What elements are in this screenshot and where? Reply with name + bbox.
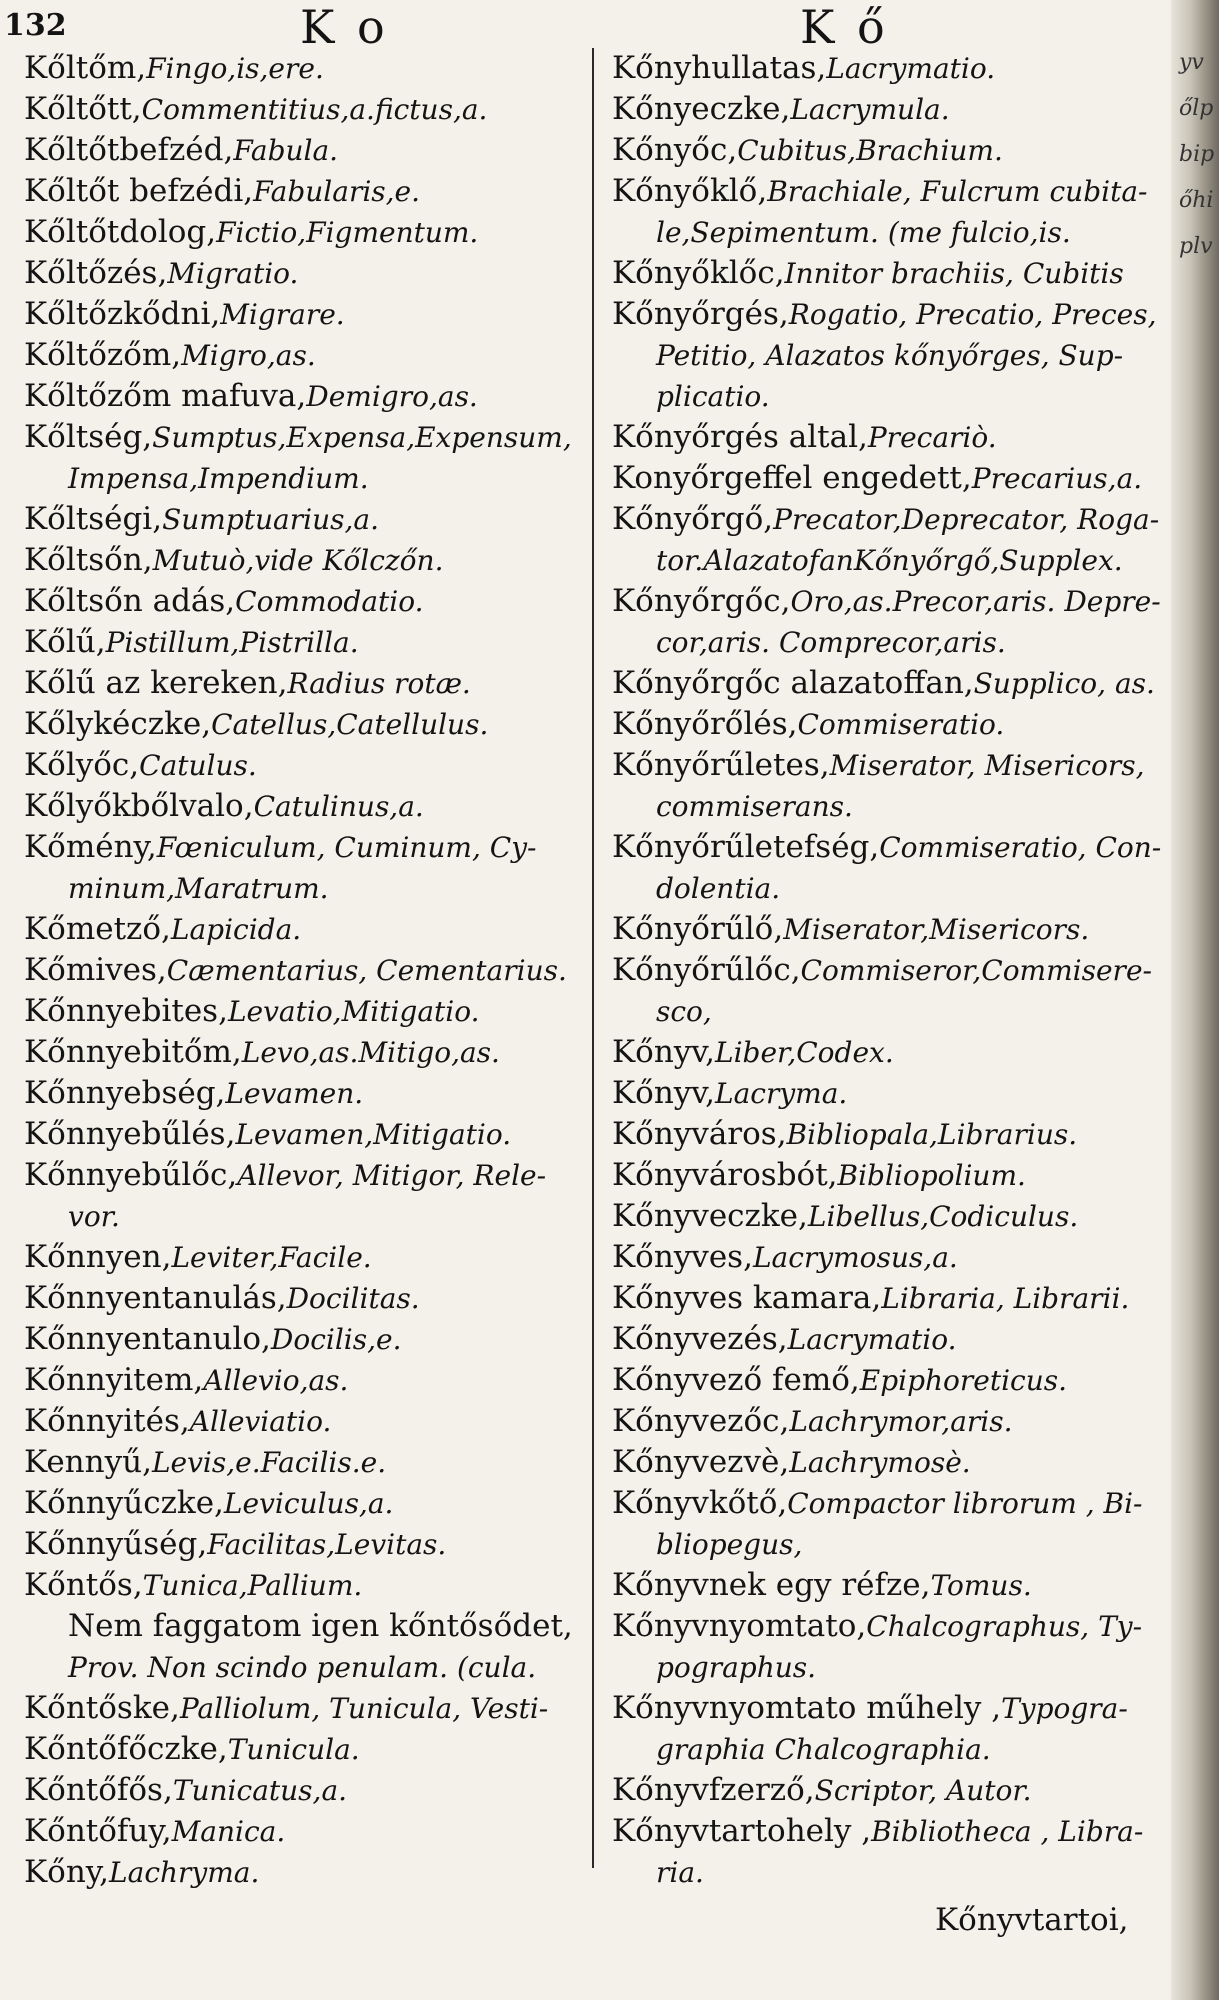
- dictionary-entry: [612, 376, 1172, 417]
- entry-headword: Kőltőm,: [24, 50, 147, 86]
- entry-headword: Kőnyves,: [612, 1239, 753, 1275]
- dictionary-entry: [24, 171, 599, 212]
- entry-headword: Kőnyőrgés,: [612, 296, 789, 332]
- entry-latin-gloss: Liber,Codex.: [715, 1036, 894, 1069]
- entry-latin-gloss: Sumptus,Expensa,Expensum,: [152, 421, 572, 454]
- dictionary-entry: [24, 1155, 599, 1196]
- dictionary-entry: [612, 786, 1172, 827]
- dictionary-entry: [612, 1237, 1172, 1278]
- dictionary-entry: [24, 581, 599, 622]
- entry-latin-gloss: bliopegus,: [656, 1528, 803, 1561]
- entry-headword: Kőlyőkbőlvalo,: [24, 788, 254, 824]
- entry-headword: Kőnyőrgő,: [612, 501, 774, 537]
- entry-latin-gloss: sco,: [656, 995, 712, 1028]
- entry-latin-gloss: Manica.: [171, 1815, 286, 1848]
- entry-headword: Kőnyv,: [612, 1034, 715, 1070]
- entry-latin-gloss: Commiseror,Commisere-: [800, 954, 1152, 987]
- dictionary-entry: [612, 581, 1172, 622]
- entry-latin-gloss: Cubitus,Brachium.: [737, 134, 1003, 167]
- right-column: [612, 48, 1172, 1893]
- entry-latin-gloss: Lachrymor,aris.: [789, 1405, 1013, 1438]
- entry-headword: Kőltsőn,: [24, 542, 153, 578]
- entry-latin-gloss: Prov. Non scindo penulam. (cula.: [68, 1651, 537, 1684]
- dictionary-entry: [612, 1114, 1172, 1155]
- dictionary-entry: [24, 622, 599, 663]
- dictionary-entry: [612, 1852, 1172, 1893]
- dictionary-entry: [24, 991, 599, 1032]
- dictionary-entry: [24, 499, 599, 540]
- dictionary-entry: [24, 1852, 599, 1893]
- dictionary-entry: [24, 1688, 599, 1729]
- dictionary-entry: [612, 1524, 1172, 1565]
- dictionary-entry: [612, 950, 1172, 991]
- entry-headword: Kőnnyebség,: [24, 1075, 226, 1111]
- entry-headword: Kőnnyen,: [24, 1239, 172, 1275]
- entry-latin-gloss: Docilitas.: [286, 1282, 420, 1315]
- dictionary-entry: [24, 1524, 599, 1565]
- entry-headword: Kőnyőklőc,: [612, 255, 785, 291]
- entry-latin-gloss: Tunica,Pallium.: [142, 1569, 363, 1602]
- dictionary-entry: [612, 1770, 1172, 1811]
- dictionary-entry: [24, 950, 599, 991]
- entry-headword: Kőnyvezés,: [612, 1321, 788, 1357]
- entry-latin-gloss: Tunicatus,a.: [172, 1774, 348, 1807]
- entry-headword: Kőnyves kamara,: [612, 1280, 882, 1316]
- entry-headword: Kőlyőc,: [24, 747, 140, 783]
- entry-latin-gloss: Tomus.: [930, 1569, 1032, 1602]
- entry-latin-gloss: cor,aris. Comprecor,aris.: [656, 626, 1006, 659]
- entry-headword: Kőnyhullatas,: [612, 50, 827, 86]
- entry-headword: Kőnyvnek egy réfze,: [612, 1567, 931, 1603]
- dictionary-entry: [24, 663, 599, 704]
- dictionary-entry: [612, 1319, 1172, 1360]
- entry-headword: Kőnyvezőc,: [612, 1403, 790, 1439]
- entry-headword: Kőnyvárosbót,: [612, 1157, 838, 1193]
- entry-headword: Kőltőzkődni,: [24, 296, 221, 332]
- entry-headword: Kőnyőrűlőc,: [612, 952, 801, 988]
- entry-latin-gloss: Typogra-: [1001, 1692, 1128, 1725]
- entry-headword: Kőltőt befzédi,: [24, 173, 254, 209]
- entry-latin-gloss: le,Sepimentum. (me fulcio,is.: [656, 216, 1071, 249]
- entry-headword: Kőltőzőm mafuva,: [24, 378, 307, 414]
- catchword: Kőnyvtartoi,: [935, 1902, 1129, 1938]
- entry-latin-gloss: Levo,as.Mitigo,as.: [241, 1036, 500, 1069]
- entry-headword: Kőnyvnyomtato műhely ,: [612, 1690, 1002, 1726]
- dictionary-entry: [612, 1073, 1172, 1114]
- entry-latin-gloss: Commiseratio.: [797, 708, 1005, 741]
- entry-latin-gloss: Fabularis,e.: [253, 175, 421, 208]
- entry-headword: Kennyű,: [24, 1444, 152, 1480]
- entry-latin-gloss: Pistillum,Pistrilla.: [105, 626, 359, 659]
- dictionary-entry: [612, 48, 1172, 89]
- dictionary-entry: [24, 1729, 599, 1770]
- entry-latin-gloss: Migrare.: [220, 298, 345, 331]
- entry-headword: Kőltsőn adás,: [24, 583, 236, 619]
- entry-latin-gloss: Demigro,as.: [306, 380, 478, 413]
- dictionary-entry: [24, 909, 599, 950]
- dictionary-entry: [24, 376, 599, 417]
- page-header: [0, 0, 1170, 54]
- entry-headword: Kőnyv,: [612, 1075, 715, 1111]
- dictionary-entry: [612, 704, 1172, 745]
- dictionary-entry: [24, 1196, 599, 1237]
- page-edge: [1171, 0, 1219, 2000]
- dictionary-entry: [612, 1606, 1172, 1647]
- entry-latin-gloss: pographus.: [656, 1651, 817, 1684]
- dictionary-entry: [612, 417, 1172, 458]
- entry-latin-gloss: Oro,as.Precor,aris. Depre-: [790, 585, 1161, 618]
- dictionary-entry: [612, 458, 1172, 499]
- entry-latin-gloss: Rogatio, Precatio, Preces,: [788, 298, 1157, 331]
- entry-latin-gloss: Catellus,Catellulus.: [211, 708, 489, 741]
- entry-latin-gloss: Precator,Deprecator, Roga-: [773, 503, 1160, 536]
- dictionary-entry: [24, 540, 599, 581]
- dictionary-entry: [24, 1811, 599, 1852]
- entry-latin-gloss: Commodatio.: [235, 585, 424, 618]
- entry-latin-gloss: Commentitius,a.fictus,a.: [141, 93, 488, 126]
- entry-headword: Nem faggatom igen kőntősődet,: [68, 1608, 573, 1644]
- dictionary-entry: [612, 909, 1172, 950]
- entry-latin-gloss: Levis,e.Facilis.e.: [151, 1446, 387, 1479]
- entry-latin-gloss: dolentia.: [656, 872, 781, 905]
- entry-latin-gloss: Palliolum, Tunicula, Vesti-: [179, 1692, 549, 1725]
- entry-headword: Kőlű az kereken,: [24, 665, 288, 701]
- dictionary-entry: [24, 89, 599, 130]
- dictionary-entry: [24, 1114, 599, 1155]
- dictionary-entry: [24, 786, 599, 827]
- entry-latin-gloss: Supplico, as.: [973, 667, 1155, 700]
- entry-headword: Kőnnyűség,: [24, 1526, 208, 1562]
- dictionary-entry: [24, 1319, 599, 1360]
- entry-latin-gloss: Lacryma.: [715, 1077, 848, 1110]
- dictionary-entry: [612, 1196, 1172, 1237]
- entry-headword: Kőmény,: [24, 829, 157, 865]
- dictionary-entry: [612, 1401, 1172, 1442]
- dictionary-entry: [612, 827, 1172, 868]
- entry-latin-gloss: Mutuò,vide Kőlczőn.: [152, 544, 444, 577]
- dictionary-entry: [612, 1811, 1172, 1852]
- dictionary-entry: [612, 1442, 1172, 1483]
- entry-latin-gloss: Levatio,Mitigatio.: [227, 995, 480, 1028]
- entry-headword: Kőnyőc,: [612, 132, 738, 168]
- left-running-head: K o: [300, 0, 389, 54]
- entry-headword: Kőlű,: [24, 624, 106, 660]
- dictionary-entry: [612, 1032, 1172, 1073]
- entry-latin-gloss: Leviculus,a.: [223, 1487, 394, 1520]
- entry-headword: Kőnyőrűletes,: [612, 747, 830, 783]
- entry-latin-gloss: Sumptuarius,a.: [162, 503, 379, 536]
- entry-headword: Kőnyőrgőc alazatoffan,: [612, 665, 974, 701]
- entry-latin-gloss: minum,Maratrum.: [68, 872, 329, 905]
- dictionary-entry: [24, 253, 599, 294]
- dictionary-entry: [24, 827, 599, 868]
- dictionary-entry: [24, 1483, 599, 1524]
- entry-headword: Kőmetző,: [24, 911, 171, 947]
- page-edge-letters: yvőlpbipőhiplv: [1179, 50, 1215, 259]
- entry-headword: Kőltőtdolog,: [24, 214, 217, 250]
- entry-latin-gloss: Brachiale, Fulcrum cubita-: [767, 175, 1148, 208]
- entry-headword: Kőnyeczke,: [612, 91, 791, 127]
- entry-headword: Konyőrgeffel engedett,: [612, 460, 972, 496]
- dictionary-entry: [612, 663, 1172, 704]
- entry-latin-gloss: Allevor, Mitigor, Rele-: [237, 1159, 547, 1192]
- entry-latin-gloss: Miserator,Misericors.: [783, 913, 1090, 946]
- dictionary-entry: [24, 1442, 599, 1483]
- entry-latin-gloss: Precariò.: [867, 421, 997, 454]
- dictionary-entry: [24, 1032, 599, 1073]
- column-divider: [592, 48, 594, 1868]
- entry-headword: Kőnyvezvè,: [612, 1444, 790, 1480]
- dictionary-entry: [612, 1278, 1172, 1319]
- entry-latin-gloss: Cæmentarius, Cementarius.: [166, 954, 567, 987]
- dictionary-entry: [612, 622, 1172, 663]
- dictionary-entry: [24, 48, 599, 89]
- entry-latin-gloss: Lacrymula.: [790, 93, 950, 126]
- entry-headword: Kőnyőrűletefség,: [612, 829, 880, 865]
- dictionary-entry: [612, 991, 1172, 1032]
- dictionary-entry: [24, 1073, 599, 1114]
- entry-latin-gloss: Alleviatio.: [189, 1405, 332, 1438]
- dictionary-entry: [612, 745, 1172, 786]
- entry-latin-gloss: Facilitas,Levitas.: [207, 1528, 447, 1561]
- dictionary-entry: [24, 704, 599, 745]
- entry-headword: Kőntőske,: [24, 1690, 180, 1726]
- dictionary-entry: [24, 294, 599, 335]
- dictionary-entry: [612, 1688, 1172, 1729]
- left-column: [24, 48, 599, 1893]
- entry-headword: Kőnnyebűlés,: [24, 1116, 236, 1152]
- dictionary-entry: [24, 458, 599, 499]
- dictionary-entry: [24, 1278, 599, 1319]
- entry-latin-gloss: Precarius,a.: [971, 462, 1143, 495]
- dictionary-entry: [612, 89, 1172, 130]
- entry-latin-gloss: Scriptor, Autor.: [814, 1774, 1032, 1807]
- dictionary-entry: [612, 1155, 1172, 1196]
- entry-headword: Kőnnyebitőm,: [24, 1034, 242, 1070]
- entry-headword: Kőnnyitem,: [24, 1362, 204, 1398]
- entry-latin-gloss: Lachrymosè.: [789, 1446, 971, 1479]
- dictionary-entry: [612, 294, 1172, 335]
- entry-latin-gloss: Epiphoreticus.: [859, 1364, 1068, 1397]
- entry-latin-gloss: Petitio, Alazatos kőnyőrges, Sup-: [656, 339, 1124, 372]
- entry-headword: Kőnnyebűlőc,: [24, 1157, 238, 1193]
- entry-latin-gloss: Migro,as.: [181, 339, 316, 372]
- entry-headword: Kőmives,: [24, 952, 167, 988]
- entry-headword: Kőnnyűczke,: [24, 1485, 224, 1521]
- entry-headword: Kőntőfőczke,: [24, 1731, 228, 1767]
- entry-latin-gloss: Libraria, Librarii.: [881, 1282, 1130, 1315]
- dictionary-entry: [24, 1401, 599, 1442]
- entry-headword: Kőny,: [24, 1854, 110, 1890]
- dictionary-entry: [612, 253, 1172, 294]
- dictionary-entry: [612, 1565, 1172, 1606]
- entry-latin-gloss: Miserator, Misericors,: [829, 749, 1145, 782]
- entry-headword: Kőltőtbefzéd,: [24, 132, 234, 168]
- entry-headword: Kőnyőklő,: [612, 173, 768, 209]
- dictionary-entry: [24, 868, 599, 909]
- entry-headword: Kőnyváros,: [612, 1116, 787, 1152]
- entry-headword: Kőnnyités,: [24, 1403, 190, 1439]
- entry-latin-gloss: commiserans.: [656, 790, 853, 823]
- entry-headword: Kőnyvező femő,: [612, 1362, 860, 1398]
- entry-latin-gloss: Lachryma.: [109, 1856, 260, 1889]
- entry-headword: Kőnyvtartohely ,: [612, 1813, 872, 1849]
- entry-headword: Kőltőtt,: [24, 91, 142, 127]
- entry-latin-gloss: Docilis,e.: [270, 1323, 402, 1356]
- dictionary-entry: [24, 1237, 599, 1278]
- entry-headword: Kőnyveczke,: [612, 1198, 808, 1234]
- dictionary-entry: [612, 499, 1172, 540]
- dictionary-entry: [24, 335, 599, 376]
- dictionary-entry: [24, 1647, 599, 1688]
- entry-latin-gloss: tor.AlazatofanKőnyőrgő,Supplex.: [656, 544, 1123, 577]
- entry-latin-gloss: Radius rotæ.: [287, 667, 471, 700]
- entry-latin-gloss: Tunicula.: [227, 1733, 360, 1766]
- entry-headword: Kőnyőrűlő,: [612, 911, 784, 947]
- entry-latin-gloss: Catulus.: [139, 749, 257, 782]
- entry-headword: Kőltségi,: [24, 501, 163, 537]
- entry-latin-gloss: Compactor librorum , Bi-: [787, 1487, 1143, 1520]
- entry-latin-gloss: Fœniculum, Cuminum, Cy-: [156, 831, 537, 864]
- dictionary-entry: [24, 1770, 599, 1811]
- entry-latin-gloss: Leviter,Facile.: [171, 1241, 372, 1274]
- entry-latin-gloss: Innitor brachiis, Cubitis: [784, 257, 1124, 290]
- dictionary-entry: [612, 868, 1172, 909]
- entry-latin-gloss: Fictio,Figmentum.: [216, 216, 479, 249]
- entry-headword: Kőnnyentanulás,: [24, 1280, 287, 1316]
- entry-headword: Kőltőzés,: [24, 255, 168, 291]
- dictionary-entry: [612, 1647, 1172, 1688]
- dictionary-entry: [24, 1565, 599, 1606]
- entry-headword: Kőnyvnyomtato,: [612, 1608, 867, 1644]
- entry-latin-gloss: Libellus,Codiculus.: [807, 1200, 1079, 1233]
- entry-latin-gloss: plicatio.: [656, 380, 770, 413]
- entry-latin-gloss: Lacrymatio.: [787, 1323, 957, 1356]
- entry-latin-gloss: graphia Chalcographia.: [656, 1733, 991, 1766]
- dictionary-entry: [24, 745, 599, 786]
- dictionary-entry: [612, 130, 1172, 171]
- page-number: 132: [4, 8, 67, 43]
- entry-headword: Kőnyőrőlés,: [612, 706, 798, 742]
- entry-latin-gloss: Migratio.: [167, 257, 299, 290]
- entry-latin-gloss: Chalcographus, Ty-: [866, 1610, 1143, 1643]
- dictionary-entry: [612, 212, 1172, 253]
- entry-headword: Kőnyőrgőc,: [612, 583, 791, 619]
- entry-headword: Kőnyvfzerző,: [612, 1772, 815, 1808]
- entry-headword: Kőlykéczke,: [24, 706, 212, 742]
- entry-latin-gloss: Levamen.: [225, 1077, 364, 1110]
- entry-headword: Kőnnyebites,: [24, 993, 228, 1029]
- entry-latin-gloss: Commiseratio, Con-: [879, 831, 1162, 864]
- entry-latin-gloss: Lacrymatio.: [826, 52, 996, 85]
- entry-latin-gloss: Bibliopala,Librarius.: [786, 1118, 1078, 1151]
- dictionary-entry: [612, 335, 1172, 376]
- entry-latin-gloss: Bibliotheca , Libra-: [871, 1815, 1144, 1848]
- entry-headword: Kőltőzőm,: [24, 337, 182, 373]
- dictionary-entry: [24, 212, 599, 253]
- dictionary-entry: [612, 1483, 1172, 1524]
- entry-latin-gloss: vor.: [68, 1200, 120, 1233]
- entry-headword: Kőltség,: [24, 419, 153, 455]
- entry-headword: Kőntőfős,: [24, 1772, 173, 1808]
- entry-headword: Kőntős,: [24, 1567, 143, 1603]
- entry-latin-gloss: Fabula.: [233, 134, 339, 167]
- dictionary-entry: [24, 1606, 599, 1647]
- entry-latin-gloss: Bibliopolium.: [837, 1159, 1026, 1192]
- entry-latin-gloss: Impensa,Impendium.: [68, 462, 369, 495]
- entry-latin-gloss: Allevio,as.: [203, 1364, 349, 1397]
- entry-latin-gloss: ria.: [656, 1856, 704, 1889]
- entry-latin-gloss: Lapicida.: [170, 913, 302, 946]
- dictionary-entry: [612, 1360, 1172, 1401]
- dictionary-entry: [612, 171, 1172, 212]
- entry-headword: Kőnnyentanulo,: [24, 1321, 271, 1357]
- dictionary-entry: [612, 1729, 1172, 1770]
- dictionary-entry: [24, 1360, 599, 1401]
- entry-latin-gloss: Lacrymosus,a.: [752, 1241, 958, 1274]
- right-running-head: K ő: [800, 0, 889, 54]
- dictionary-entry: [24, 130, 599, 171]
- entry-headword: Kőntőfuy,: [24, 1813, 172, 1849]
- dictionary-entry: [24, 417, 599, 458]
- entry-headword: Kőnyvkőtő,: [612, 1485, 788, 1521]
- entry-latin-gloss: Fingo,is,ere.: [146, 52, 324, 85]
- entry-latin-gloss: Catulinus,a.: [253, 790, 424, 823]
- entry-headword: Kőnyőrgés altal,: [612, 419, 868, 455]
- entry-latin-gloss: Levamen,Mitigatio.: [235, 1118, 512, 1151]
- dictionary-entry: [612, 540, 1172, 581]
